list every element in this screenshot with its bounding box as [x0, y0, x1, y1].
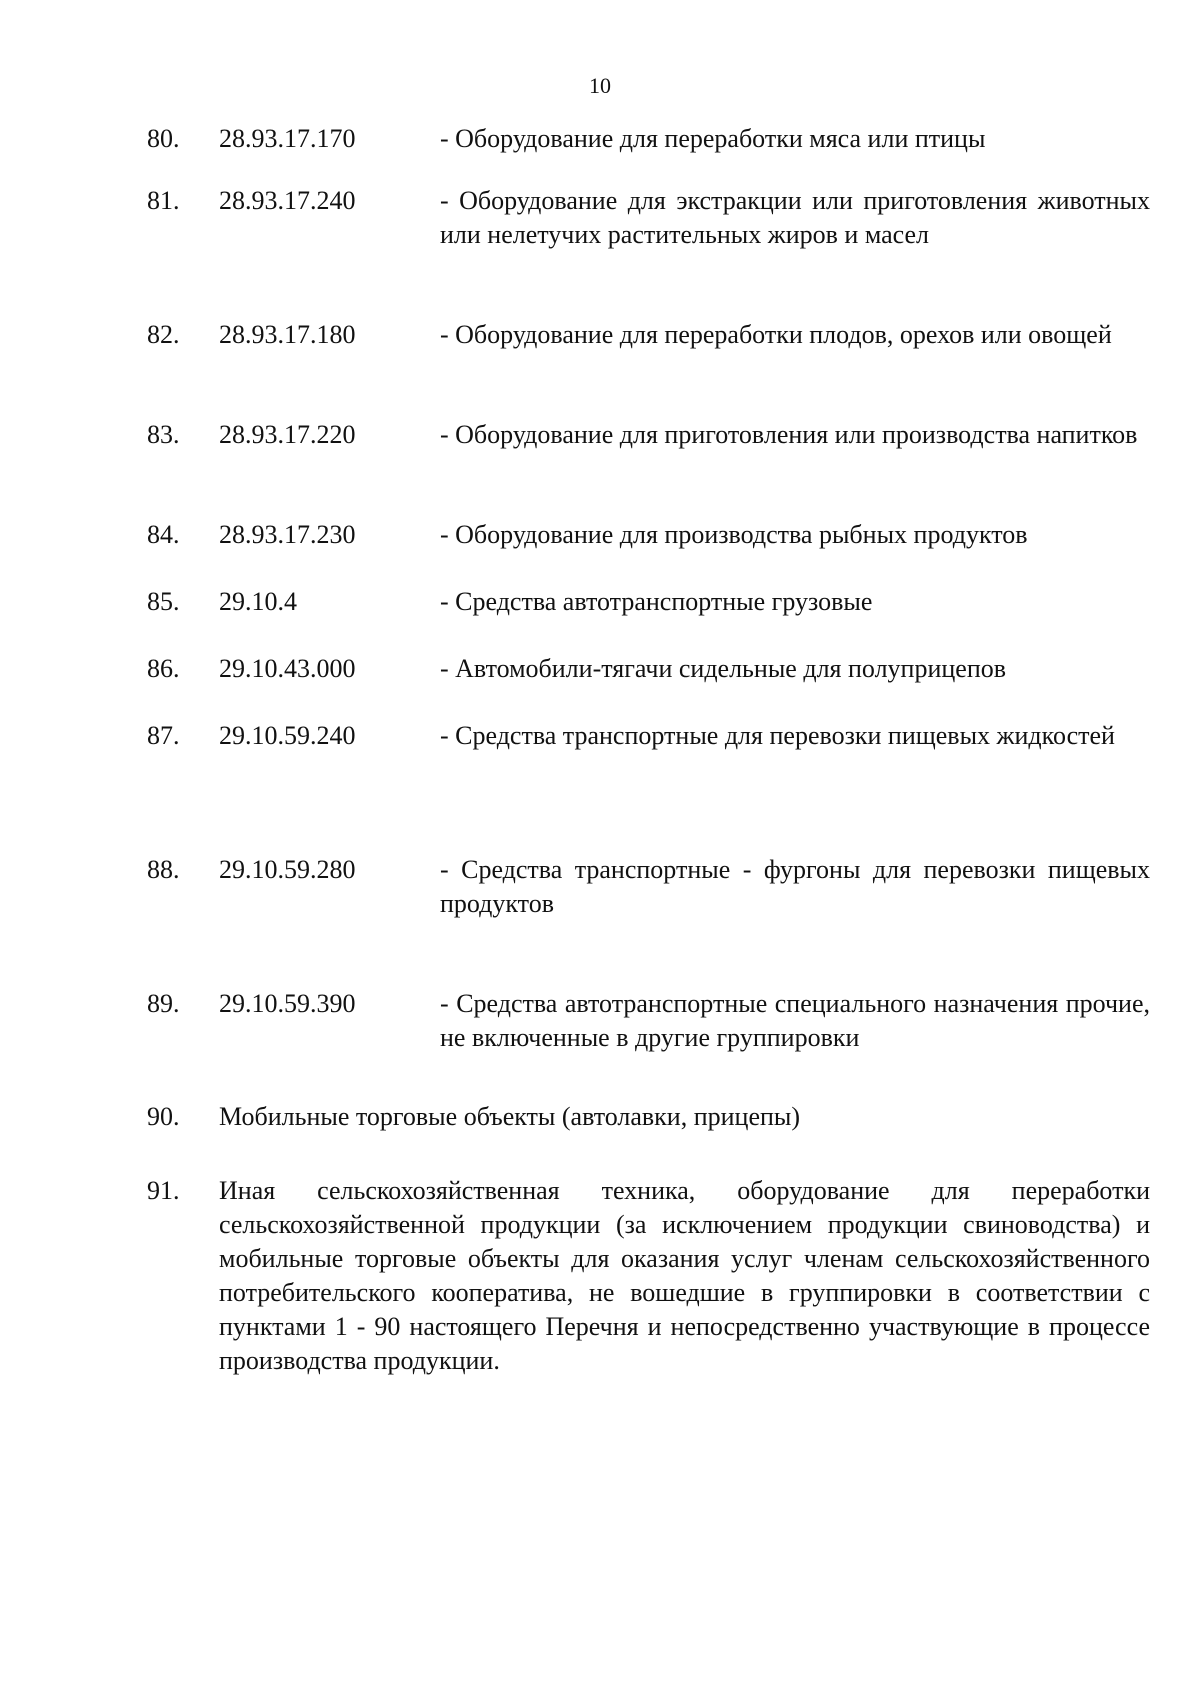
item-code: 28.93.17.180 [219, 320, 356, 349]
item-description: - Оборудование для переработки мяса или птицы [440, 124, 986, 153]
item-description: - Средства автотранспортные специального назначения прочие, не включенные в другие группировки [440, 989, 1150, 1052]
item-number: 90. [147, 1102, 180, 1131]
item-number: 82. [147, 320, 180, 349]
item-code: 29.10.43.000 [219, 654, 356, 683]
item-description: - Оборудование для производства рыбных продуктов [440, 520, 1028, 549]
item-code: 29.10.59.280 [219, 855, 356, 884]
item-code: 29.10.59.390 [219, 989, 356, 1018]
item-description: - Оборудование для экстракции или приготовления животных или нелетучих растительных жиров и масел [440, 186, 1150, 249]
item-number: 89. [147, 989, 180, 1018]
item-description: - Оборудование для переработки плодов, орехов или овощей [440, 320, 1112, 349]
item-code: 29.10.59.240 [219, 721, 356, 750]
item-number: 83. [147, 420, 180, 449]
item-description: Мобильные торговые объекты (автолавки, прицепы) [219, 1102, 801, 1131]
item-description: - Средства транспортные для перевозки пищевых жидкостей [440, 721, 1115, 750]
item-code: 28.93.17.220 [219, 420, 356, 449]
item-description: - Автомобили-тягачи сидельные для полуприцепов [440, 654, 1007, 683]
item-number: 84. [147, 520, 180, 549]
item-description: - Средства автотранспортные грузовые [440, 587, 873, 616]
page-number: 10 [589, 73, 611, 98]
item-code: 29.10.4 [219, 587, 297, 616]
item-number: 88. [147, 855, 180, 884]
item-description: Иная сельскохозяйственная техника, оборудование для переработки сельскохозяйственной продукции (за исключением продукции свиноводства) и мобильные торговые объекты для оказания услуг членам сельскохозяйственного потребительского кооператива, не вошедшие в группировки в соответствии с пунктами 1 - 90 настоящего Перечня и непосредственно участвующие в процессе производства продукции. [219, 1176, 1150, 1375]
item-code: 28.93.17.240 [219, 186, 356, 215]
item-number: 87. [147, 721, 180, 750]
item-number: 91. [147, 1176, 180, 1205]
item-code: 28.93.17.230 [219, 520, 356, 549]
item-number: 80. [147, 124, 180, 153]
item-description: - Средства транспортные - фургоны для перевозки пищевых продуктов [440, 855, 1150, 918]
item-description: - Оборудование для приготовления или производства напитков [440, 420, 1138, 449]
item-code: 28.93.17.170 [219, 124, 356, 153]
item-number: 85. [147, 587, 180, 616]
item-number: 81. [147, 186, 180, 215]
item-number: 86. [147, 654, 180, 683]
